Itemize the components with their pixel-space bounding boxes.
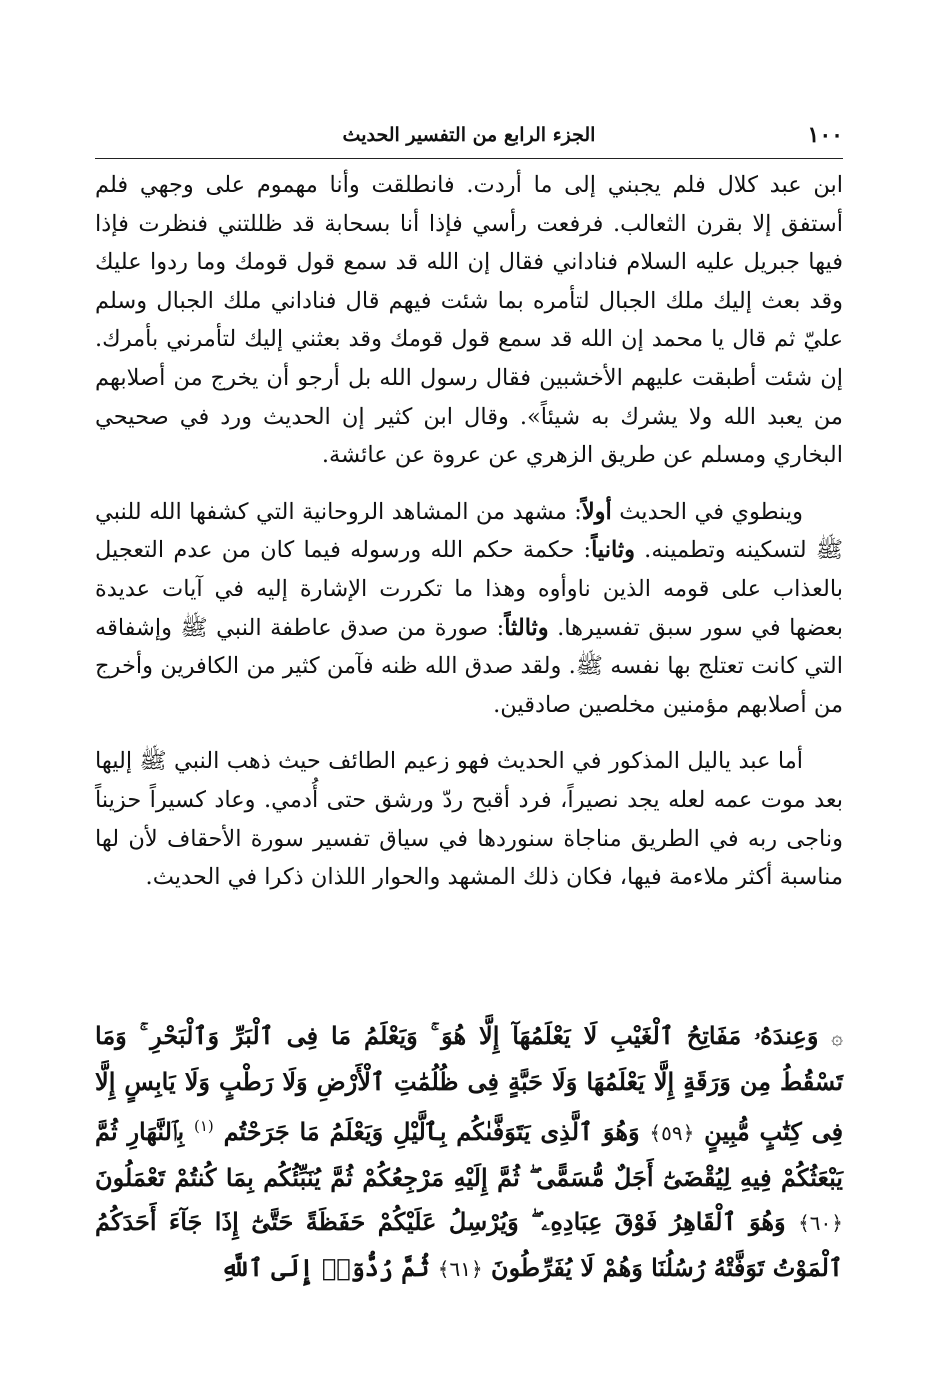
paragraph-abd-yalil: أما عبد ياليل المذكور في الحديث فهو زعيم الطائف حيث ذهب النبي ﷺ إليها بعد موت عمه لعله يجد نصيراً، فرد أقبح ردّ ورشق حتى أُدمي. وعاد كسيراً حزيناً وناجى ربه في الطريق مناجاة سنوردها في سياق تفسير سورة الأحقاف لأن لها مناسبة أكثر ملاءمة فيها، فكان ذلك المشهد والحوار اللذان ذكرا في الحديث. xyxy=(95,748,843,891)
paragraph-lessons xyxy=(95,493,843,725)
lessons-intro: وينطوي في الحديث xyxy=(611,498,803,525)
running-title: الجزء الرابع من التفسير الحديث xyxy=(342,124,596,146)
lessons-first-text: : مشهد من المشاهد الروحانية التي كشفها الله للنبي ﷺ لتسكينه وتطمينه. xyxy=(95,498,843,564)
verse-61: وَهُوَ ٱلْقَاهِرُ فَوْقَ عِبَادِهِۦ ۖ وَيُرْسِلُ عَلَيْكُمْ حَفَظَةً حَتَّىٰٓ إِذَا جَآءَ أَحَدَكُمُ ٱلْمَوْتُ تَوَفَّتْهُ رُسُلُنَا وَهُمْ لَا يُفَرِّطُونَ xyxy=(95,1207,843,1282)
keyword-third: وثالثاً xyxy=(504,614,549,641)
commentary-text xyxy=(95,166,843,897)
footnote-marker: (١) xyxy=(193,1117,214,1136)
ayah-number-60: ﴿٦٠﴾ xyxy=(798,1211,843,1236)
keyword-second: وثانياً xyxy=(591,537,635,564)
verse-60-part2: بِٱلنَّهَارِ ثُمَّ يَبْعَثُكُمْ فِيهِ لِيُقْضَىٰٓ أَجَلٌ مُّسَمًّى ۖ ثُمَّ إِلَيْهِ مَرْجِعُكُمْ ثُمَّ يُنَبِّئُكُم بِمَا كُنتُمْ تَعْمَلُونَ xyxy=(95,1117,843,1192)
lessons-third-text: : صورة من صدق عاطفة النبي ﷺ وإشفاقه التي كانت تعتلج بها نفسه ﷺ. ولقد صدق الله ظنه فآمن كثير من الكافرين وأخرج من أصلابهم مؤمنين مخلصين صادقين. xyxy=(95,614,843,718)
quran-verses xyxy=(95,1014,843,1292)
paragraph-hadith-continuation: ابن عبد كلال فلم يجبني إلى ما أردت. فانطلقت وأنا مهموم على وجهي فلم أستفق إلا بقرن الثعالب. فرفعت رأسي فإذا أنا بسحابة قد ظللتني فنظرت فإذا فيها جبريل عليه السلام فناداني فقال إن الله قد سمع قول قومك وما ردوا عليك وقد بعث إليك ملك الجبال لتأمره بما شئت فيهم قال فناداني ملك الجبال وسلم عليّ ثم قال يا محمد إن الله قد سمع قول قومك وقد بعثني إليك لتأمرني بأمرك. إن شئت أطبقت عليهم الأخشبين فقال رسول الله بل أرجو أن يخرج من أصلابهم من يعبد الله ولا يشرك به شيئاً». وقال ابن كثير إن الحديث ورد في صحيحي البخاري ومسلم عن طريق الزهري عن عروة عن عائشة. xyxy=(95,172,843,469)
lessons-second-text: : حكمة حكم الله ورسوله فيما كان من عدم التعجيل بالعذاب على قومه الذين ناوأوه وهذا ما تكررت الإشارة إليه في آيات عديدة بعضها في سور سبق تفسيرها. xyxy=(95,537,843,641)
verse-60-part1: وَهُوَ ٱلَّذِى يَتَوَفَّىٰكُم بِٱلَّيْلِ وَيَعْلَمُ مَا جَرَحْتُم xyxy=(223,1117,640,1147)
verse-62-start: ثُمَّ رُدُّوٓا۟ إِلَى ٱللَّهِ xyxy=(220,1252,430,1282)
ayah-number-61: ﴿٦١﴾ xyxy=(437,1256,483,1281)
page-header xyxy=(95,118,843,159)
keyword-first: أولاً xyxy=(581,498,612,525)
ayah-number-59: ﴿٥٩﴾ xyxy=(649,1121,695,1146)
hizb-ornament-icon: ۞ xyxy=(831,1025,844,1049)
page-number: ١٠٠ xyxy=(807,122,843,148)
verse-59: وَعِندَهُۥ مَفَاتِحُ ٱلْغَيْبِ لَا يَعْلَمُهَآ إِلَّا هُوَ ۚ وَيَعْلَمُ مَا فِى ٱلْبَرِّ وَٱلْبَحْرِ ۚ وَمَا تَسْقُطُ مِن وَرَقَةٍ إِلَّا يَعْلَمُهَا وَلَا حَبَّةٍ فِى ظُلُمَٰتِ ٱلْأَرْضِ وَلَا رَطْبٍ وَلَا يَابِسٍ إِلَّا فِى كِتَٰبٍ مُّبِينٍ xyxy=(95,1021,844,1147)
